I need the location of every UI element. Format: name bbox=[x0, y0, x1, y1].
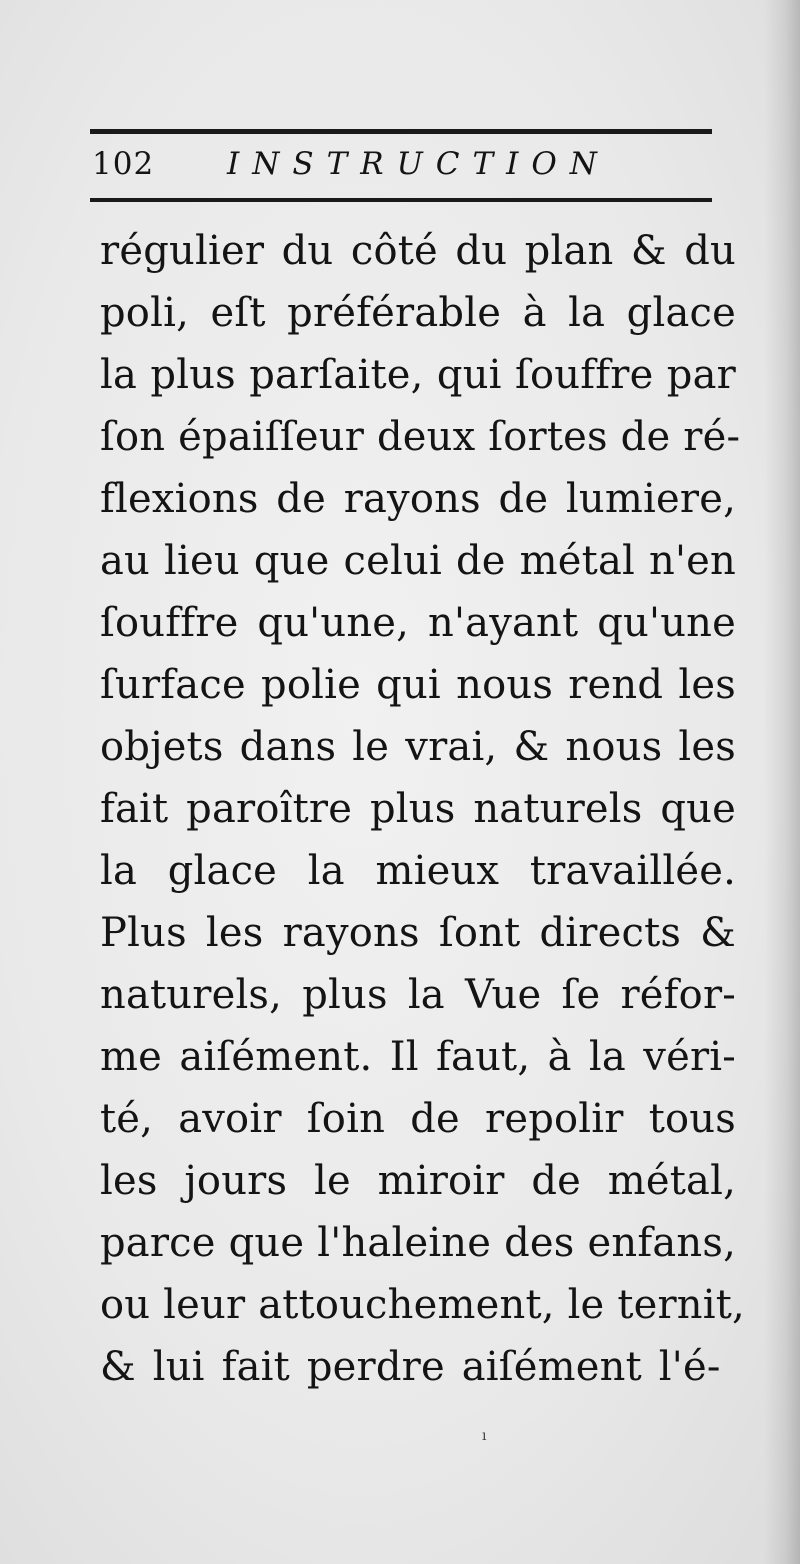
text-line: régulier du côté du plan & du bbox=[100, 228, 736, 274]
text-line: & lui fait perdre aiſément l'é- bbox=[100, 1344, 721, 1390]
header-top-rule bbox=[90, 129, 712, 134]
paper-speck: ı bbox=[482, 1428, 487, 1444]
text-line: poli, eſt préférable à la glace bbox=[100, 290, 736, 336]
text-line: la glace la mieux travaillée. bbox=[100, 848, 736, 894]
page-number: 102 bbox=[92, 146, 155, 182]
text-line: ou leur attouchement, le ternit, bbox=[100, 1282, 745, 1328]
text-line: ſouffre qu'une, n'ayant qu'une bbox=[100, 600, 736, 646]
text-line: flexions de rayons de lumiere, bbox=[100, 476, 736, 522]
running-header bbox=[92, 140, 712, 190]
page-edge-shadow bbox=[764, 0, 800, 1564]
running-title: INSTRUCTION bbox=[227, 146, 610, 182]
text-line: au lieu que celui de métal n'en bbox=[100, 538, 736, 584]
header-bottom-rule bbox=[90, 198, 712, 202]
text-line: les jours le miroir de métal, bbox=[100, 1158, 736, 1204]
text-line: Plus les rayons ſont directs & bbox=[100, 910, 736, 956]
text-line: la plus parſaite, qui ſouffre par bbox=[100, 352, 736, 398]
text-line: ſurface polie qui nous rend les bbox=[100, 662, 736, 708]
body-text bbox=[100, 220, 745, 1400]
text-line: objets dans le vrai, & nous les bbox=[100, 724, 736, 770]
text-line: parce que l'haleine des enfans, bbox=[100, 1220, 736, 1266]
text-line: me aiſément. Il faut, à la véri- bbox=[100, 1034, 736, 1080]
text-line: ſon épaiſſeur deux ſortes de ré- bbox=[100, 414, 741, 460]
text-line: fait paroître plus naturels que bbox=[100, 786, 736, 832]
text-line: naturels, plus la Vue ſe réfor- bbox=[100, 972, 736, 1018]
text-line: té, avoir ſoin de repolir tous bbox=[100, 1096, 736, 1142]
